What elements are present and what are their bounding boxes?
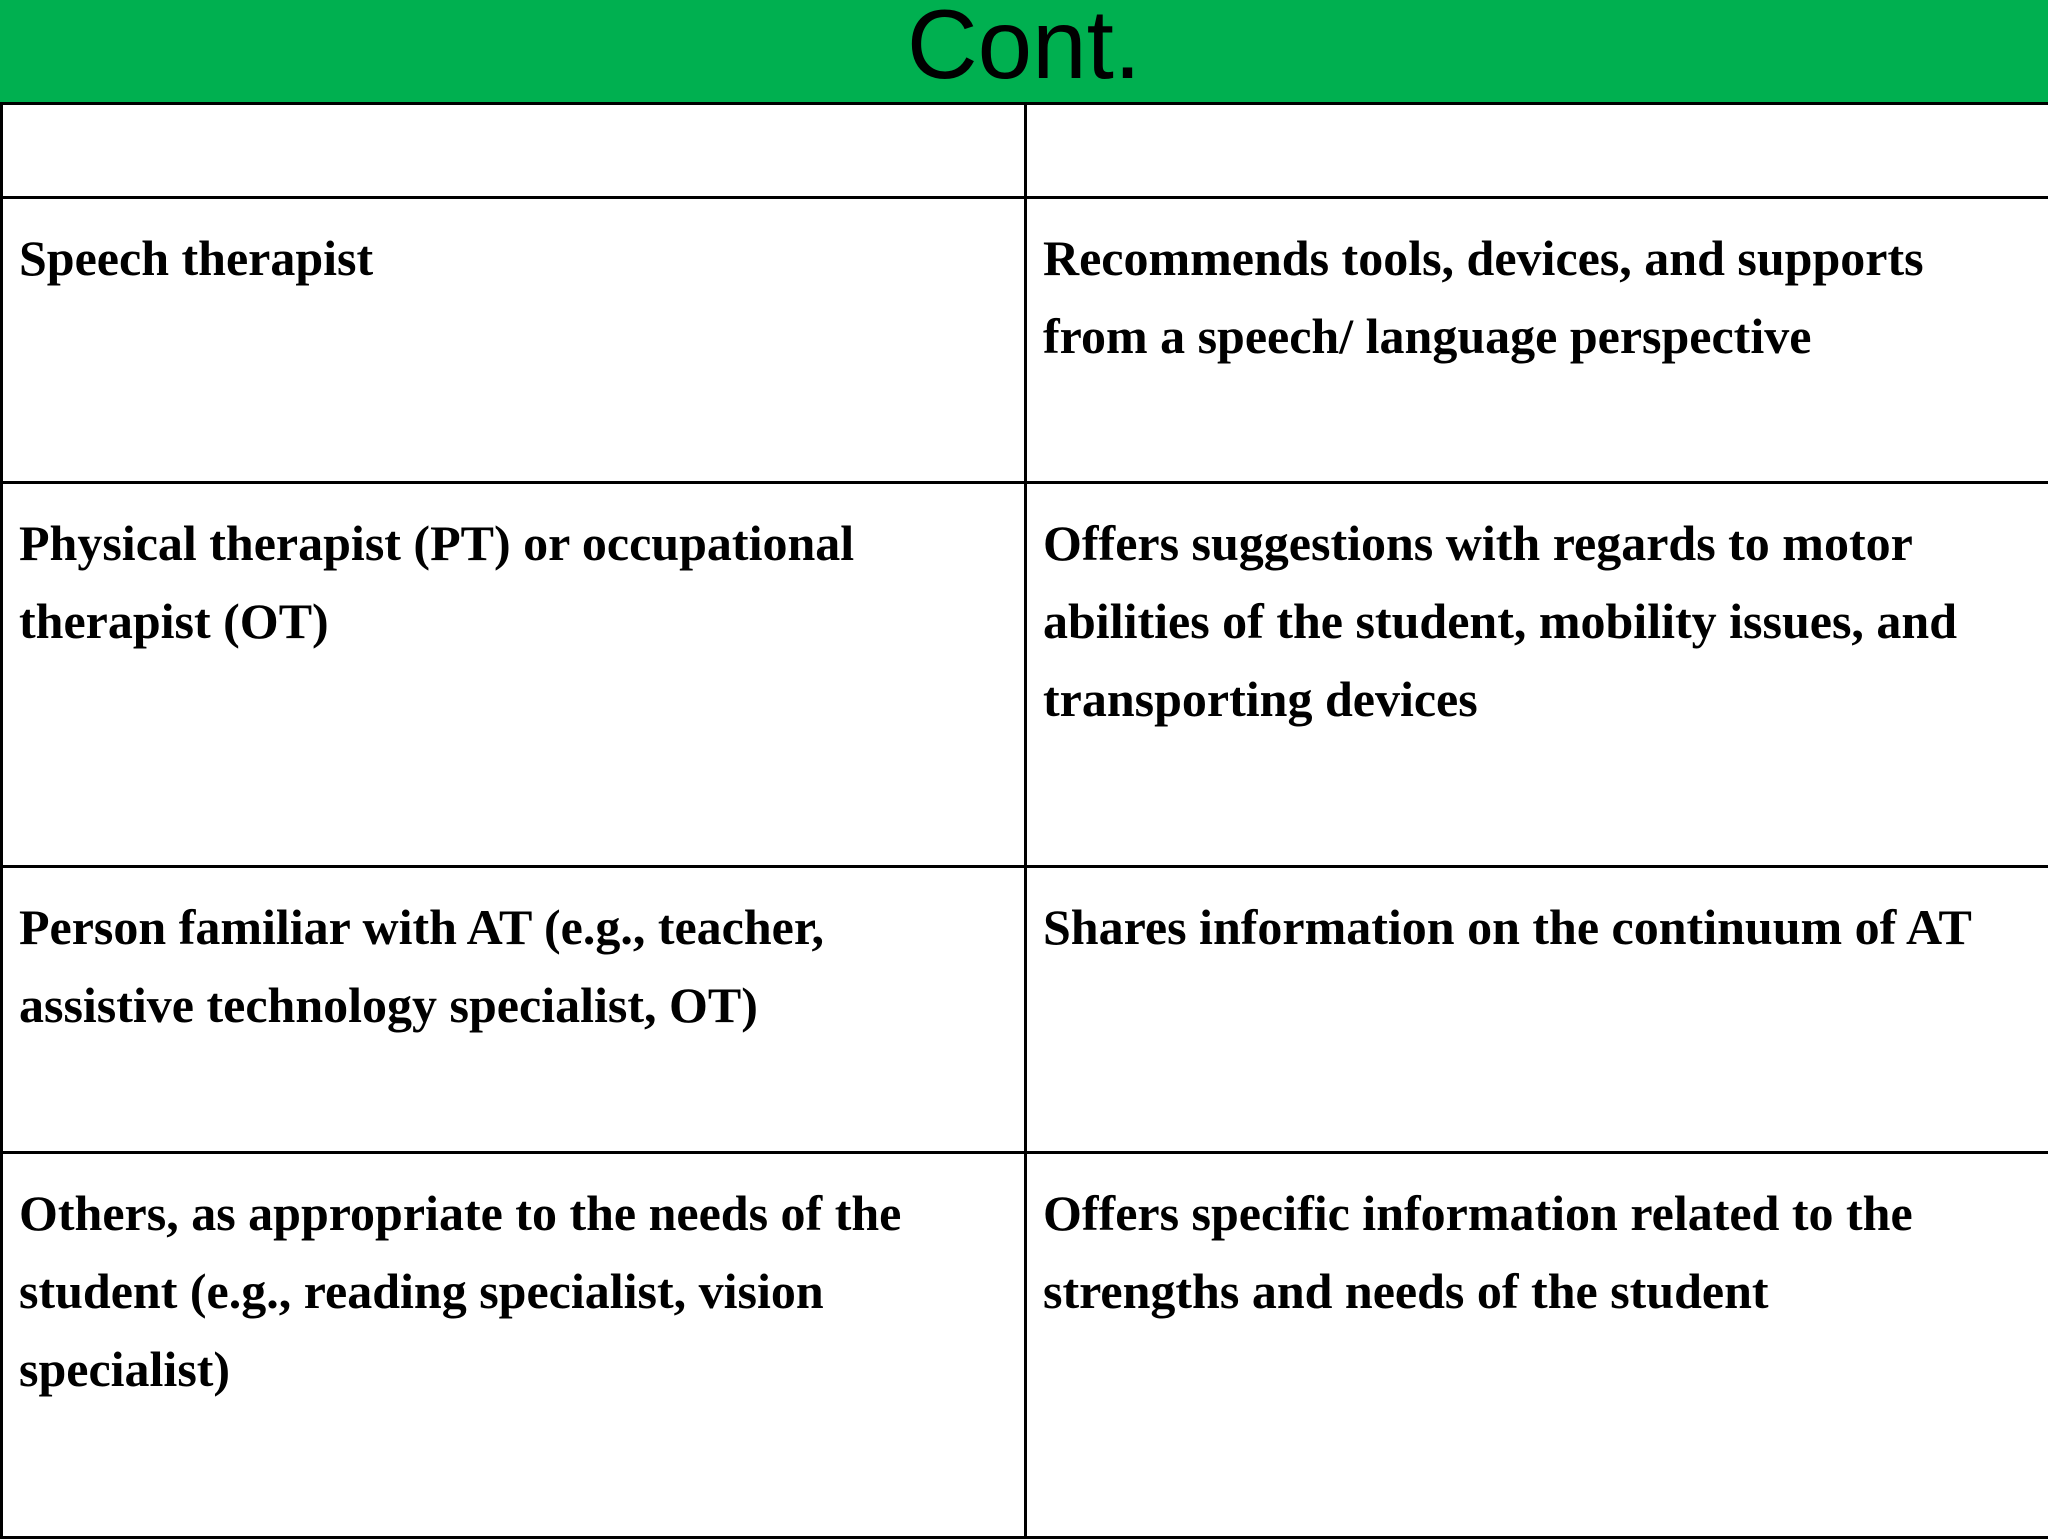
slide-title: Cont. — [0, 0, 2048, 100]
role-description-cell: Offers specific information related to the strengths and needs of the student — [1026, 1153, 2048, 1538]
table-row — [2, 198, 2048, 483]
role-description-cell: Offers suggestions with regards to motor abilities of the student, mobility issues, and transporting devices — [1026, 483, 2048, 867]
team-member-cell: Physical therapist (PT) or occupational therapist (OT) — [2, 483, 1026, 867]
team-roles-table — [0, 102, 2048, 1539]
role-description-cell: Recommends tools, devices, and supports from a speech/ language perspective — [1026, 198, 2048, 483]
table-header-row — [2, 104, 2048, 198]
role-description-cell: Shares information on the continuum of AT — [1026, 867, 2048, 1153]
team-member-cell: Speech therapist — [2, 198, 1026, 483]
table-header-cell-left — [2, 104, 1026, 198]
table-row — [2, 1153, 2048, 1538]
title-banner — [0, 0, 2048, 102]
table-header-cell-right — [1026, 104, 2048, 198]
table-row — [2, 867, 2048, 1153]
team-member-cell: Person familiar with AT (e.g., teacher, assistive technology specialist, OT) — [2, 867, 1026, 1153]
team-member-cell: Others, as appropriate to the needs of the student (e.g., reading specialist, vision specialist) — [2, 1153, 1026, 1538]
table-row — [2, 483, 2048, 867]
